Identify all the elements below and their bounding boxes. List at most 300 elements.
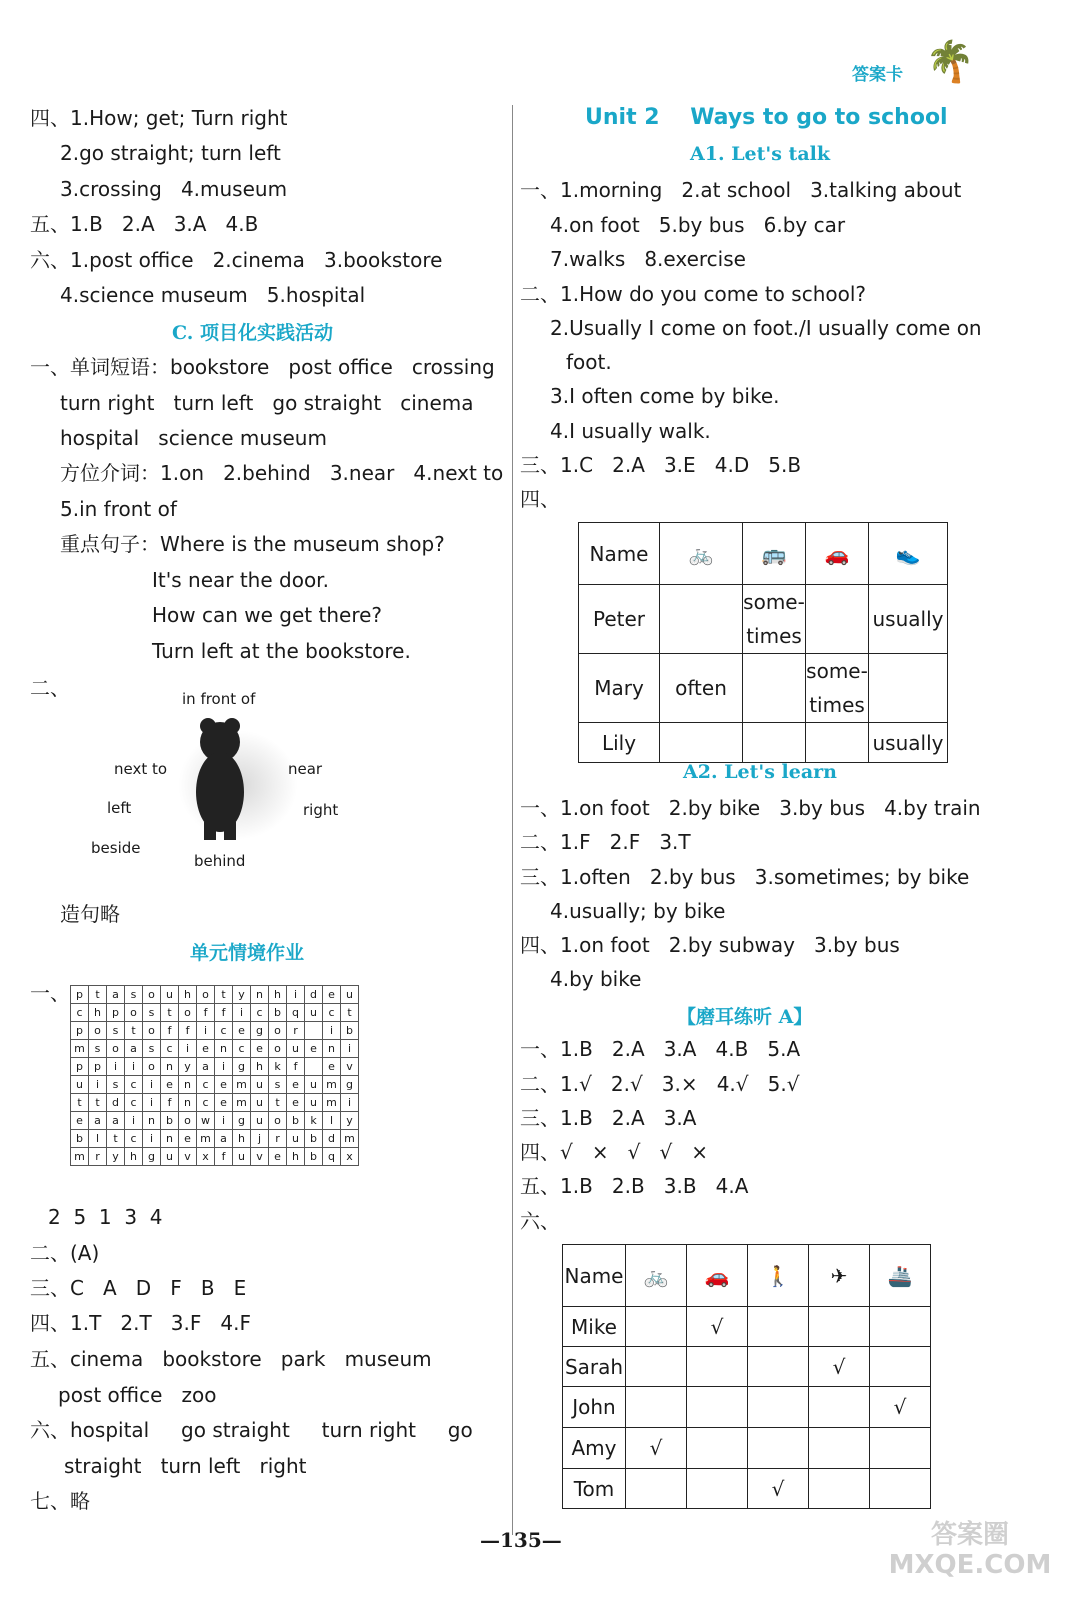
table-cell <box>626 1387 687 1428</box>
grid-cell: u <box>161 986 179 1004</box>
table-cell <box>869 654 948 723</box>
table-cell <box>660 585 743 654</box>
grid-cell: u <box>251 1076 269 1094</box>
table-cell: Tom <box>563 1469 626 1509</box>
table-cell <box>809 1387 870 1428</box>
answer-line: 重点句子：Where is the museum shop? <box>60 532 445 556</box>
table-cell <box>748 1387 809 1428</box>
table-cell <box>870 1307 931 1347</box>
answer-line: 一、单词短语：bookstore post office crossing <box>30 355 495 379</box>
grid-cell: e <box>251 1040 269 1058</box>
grid-cell <box>305 1058 323 1076</box>
answer-line: straight turn left right <box>64 1454 307 1478</box>
answer-line: 六、 <box>520 1209 560 1233</box>
grid-cell: f <box>287 1058 305 1076</box>
table-cell <box>626 1307 687 1347</box>
grid-cell: e <box>323 1058 341 1076</box>
grid-cell: g <box>341 1076 359 1094</box>
grid-cell: h <box>287 1148 305 1166</box>
grid-cell: t <box>89 1094 107 1112</box>
table-row <box>563 1347 931 1387</box>
grid-cell: s <box>143 1004 161 1022</box>
grid-cell: n <box>179 1094 197 1112</box>
table-cell <box>687 1347 748 1387</box>
grid-cell: o <box>143 1022 161 1040</box>
grid-cell <box>305 1022 323 1040</box>
palm-tree-icon: 🌴 <box>925 39 975 85</box>
walk-icon: 🚶 <box>748 1245 809 1307</box>
section-heading: C. 项目化实践活动 <box>172 322 334 344</box>
table-cell: Amy <box>563 1428 626 1469</box>
table-cell <box>870 1428 931 1469</box>
grid-cell: c <box>197 1076 215 1094</box>
grid-cell: o <box>269 1040 287 1058</box>
grid-cell: d <box>323 1130 341 1148</box>
label-behind: behind <box>194 852 246 870</box>
grid-cell: n <box>251 986 269 1004</box>
answer-line: 3.I often come by bike. <box>550 384 780 408</box>
grid-cell: e <box>233 1022 251 1040</box>
grid-cell: s <box>125 986 143 1004</box>
table-cell: Sarah <box>563 1347 626 1387</box>
table-cell <box>870 1469 931 1509</box>
grid-row <box>71 1094 359 1112</box>
table-cell: Peter <box>579 585 660 654</box>
answer-line: 4.by bike <box>550 967 642 991</box>
grid-cell: a <box>197 1058 215 1076</box>
grid-cell: t <box>269 1094 287 1112</box>
answer-line: It's near the door. <box>152 568 329 592</box>
answer-line: 2 5 1 3 4 <box>48 1205 163 1229</box>
grid-row <box>71 1004 359 1022</box>
grid-cell: x <box>341 1148 359 1166</box>
grid-cell: u <box>71 1076 89 1094</box>
grid-cell: c <box>125 1130 143 1148</box>
grid-row <box>71 1112 359 1130</box>
grid-cell: v <box>251 1148 269 1166</box>
grid-cell: b <box>287 1112 305 1130</box>
plane-icon: ✈ <box>809 1245 870 1307</box>
grid-cell: f <box>215 1148 233 1166</box>
grid-cell: c <box>233 1040 251 1058</box>
section-heading: 单元情境作业 <box>190 942 305 964</box>
answer-line: 二、1.How do you come to school? <box>520 282 867 306</box>
table-cell <box>748 1307 809 1347</box>
table-cell <box>687 1387 748 1428</box>
grid-cell: f <box>179 1022 197 1040</box>
table-cell <box>870 1347 931 1387</box>
grid-cell: n <box>179 1076 197 1094</box>
grid-cell: h <box>125 1148 143 1166</box>
answer-line: 四、1.How; get; Turn right <box>30 106 288 130</box>
grid-cell: b <box>161 1112 179 1130</box>
label-beside: beside <box>91 839 141 857</box>
ship-icon: 🚢 <box>870 1245 931 1307</box>
grid-cell: o <box>179 1004 197 1022</box>
table-cell <box>626 1347 687 1387</box>
grid-cell: t <box>71 1094 89 1112</box>
table-cell: √ <box>809 1347 870 1387</box>
table-cell <box>687 1428 748 1469</box>
grid-cell: m <box>233 1076 251 1094</box>
table-cell <box>748 1347 809 1387</box>
grid-row <box>71 1022 359 1040</box>
grid-cell: f <box>197 1004 215 1022</box>
grid-cell: m <box>197 1130 215 1148</box>
grid-cell: g <box>233 1058 251 1076</box>
answer-line: 2.go straight; turn left <box>60 141 281 165</box>
table-header-name: Name <box>579 523 660 585</box>
answer-line: 4.usually; by bike <box>550 899 726 923</box>
table-cell: usually <box>869 585 948 654</box>
grid-cell: e <box>71 1112 89 1130</box>
grid-cell: e <box>197 1040 215 1058</box>
table-cell: √ <box>626 1428 687 1469</box>
grid-row <box>71 1040 359 1058</box>
label-near: near <box>288 760 323 778</box>
answer-line: 二、1.F 2.F 3.T <box>520 830 691 854</box>
answer-line: 二、1.√ 2.√ 3.× 4.√ 5.√ <box>520 1072 800 1096</box>
answer-line: 四、 <box>520 487 560 511</box>
grid-cell: d <box>305 986 323 1004</box>
shoes-icon: 👟 <box>869 523 948 585</box>
grid-cell: c <box>251 1004 269 1022</box>
grid-cell: o <box>107 1040 125 1058</box>
grid-cell: c <box>71 1004 89 1022</box>
grid-cell: s <box>107 1076 125 1094</box>
answer-line: 4.science museum 5.hospital <box>60 283 366 307</box>
table-cell: √ <box>748 1469 809 1509</box>
grid-cell: c <box>197 1094 215 1112</box>
table-cell: some- times <box>806 654 869 723</box>
grid-cell: n <box>161 1130 179 1148</box>
grid-cell: h <box>89 1004 107 1022</box>
grid-cell: n <box>215 1040 233 1058</box>
grid-cell: i <box>215 1112 233 1130</box>
grid-cell: i <box>179 1040 197 1058</box>
section-heading: A2. Let's learn <box>683 761 837 783</box>
answer-line: 方位介词：1.on 2.behind 3.near 4.next to <box>60 461 504 485</box>
grid-cell: k <box>305 1112 323 1130</box>
answer-line: 三、1.B 2.A 3.A <box>520 1106 697 1130</box>
grid-cell: y <box>179 1058 197 1076</box>
answer-line: foot. <box>566 350 612 374</box>
table-cell: some- times <box>743 585 806 654</box>
grid-cell: w <box>197 1112 215 1130</box>
answer-line: 五、cinema bookstore park museum <box>30 1347 432 1371</box>
grid-cell: u <box>287 1040 305 1058</box>
grid-cell: e <box>179 1130 197 1148</box>
grid-cell: b <box>305 1130 323 1148</box>
grid-cell: h <box>251 1058 269 1076</box>
grid-cell: n <box>143 1112 161 1130</box>
grid-cell: i <box>197 1022 215 1040</box>
answer-line: hospital science museum <box>60 426 327 450</box>
grid-cell: d <box>107 1094 125 1112</box>
grid-cell: t <box>161 1004 179 1022</box>
grid-cell: p <box>89 1058 107 1076</box>
answer-line: 五、1.B 2.B 3.B 4.A <box>520 1174 749 1198</box>
grid-cell: t <box>341 1004 359 1022</box>
grid-cell: o <box>143 1058 161 1076</box>
answer-line: 4.on foot 5.by bus 6.by car <box>550 213 846 237</box>
grid-cell: m <box>71 1040 89 1058</box>
grid-cell: y <box>341 1112 359 1130</box>
table-cell <box>743 654 806 723</box>
grid-cell: u <box>161 1148 179 1166</box>
grid-cell: c <box>125 1094 143 1112</box>
table-row <box>563 1469 931 1509</box>
answer-line: post office zoo <box>58 1383 217 1407</box>
grid-cell: a <box>125 1040 143 1058</box>
grid-cell: i <box>323 1022 341 1040</box>
bear-icon <box>190 712 250 842</box>
grid-cell: u <box>341 986 359 1004</box>
grid-row <box>71 1058 359 1076</box>
table-row <box>563 1307 931 1347</box>
grid-cell: f <box>161 1022 179 1040</box>
grid-cell: u <box>251 1094 269 1112</box>
grid-cell: m <box>71 1148 89 1166</box>
label-right: right <box>303 801 339 819</box>
grid-cell: e <box>287 1094 305 1112</box>
answer-line: 一、1.on foot 2.by bike 3.by bus 4.by train <box>520 796 981 820</box>
answer-line: 4.I usually walk. <box>550 419 711 443</box>
table-row <box>579 585 948 654</box>
grid-cell: u <box>305 1076 323 1094</box>
grid-cell: i <box>125 1112 143 1130</box>
grid-cell: a <box>89 1112 107 1130</box>
grid-cell: g <box>251 1022 269 1040</box>
table-cell: √ <box>687 1307 748 1347</box>
table-cell: √ <box>870 1387 931 1428</box>
grid-cell: e <box>305 1040 323 1058</box>
grid-cell: i <box>143 1130 161 1148</box>
grid-cell: x <box>197 1148 215 1166</box>
grid-cell: i <box>125 1058 143 1076</box>
grid-cell: p <box>107 1004 125 1022</box>
grid-cell: i <box>341 1040 359 1058</box>
grid-cell: m <box>323 1076 341 1094</box>
answer-line: 六、hospital go straight turn right go <box>30 1418 473 1442</box>
grid-cell: q <box>287 1004 305 1022</box>
grid-cell: p <box>71 986 89 1004</box>
brand-label: 答案卡 <box>852 65 903 85</box>
table-cell <box>626 1469 687 1509</box>
grid-cell: t <box>107 1130 125 1148</box>
column-divider <box>512 105 513 1535</box>
grid-cell: g <box>233 1112 251 1130</box>
grid-cell: e <box>287 1076 305 1094</box>
answer-line: 三、1.C 2.A 3.E 4.D 5.B <box>520 453 802 477</box>
table-header-name: Name <box>563 1245 626 1307</box>
car-icon: 🚗 <box>806 523 869 585</box>
table-cell <box>748 1428 809 1469</box>
grid-cell: l <box>89 1130 107 1148</box>
grid-cell: s <box>143 1040 161 1058</box>
table-cell <box>809 1307 870 1347</box>
table-cell: Lily <box>579 723 660 763</box>
answer-line: turn right turn left go straight cinema <box>60 391 474 415</box>
answer-line: 7.walks 8.exercise <box>550 247 746 271</box>
grid-cell: m <box>233 1094 251 1112</box>
grid-cell: o <box>269 1022 287 1040</box>
grid-cell: t <box>215 986 233 1004</box>
grid-cell: r <box>287 1022 305 1040</box>
answer-line: 三、1.often 2.by bus 3.sometimes; by bike <box>520 865 970 889</box>
grid-cell: m <box>323 1094 341 1112</box>
grid-cell: r <box>89 1148 107 1166</box>
grid-cell: i <box>143 1094 161 1112</box>
section-heading: 【磨耳练听 A】 <box>677 1006 813 1028</box>
grid-cell: p <box>71 1022 89 1040</box>
grid-cell: f <box>161 1094 179 1112</box>
answer-line: 四、1.on foot 2.by subway 3.by bus <box>520 933 900 957</box>
grid-cell: e <box>323 986 341 1004</box>
grid-cell: s <box>107 1022 125 1040</box>
word-search-grid <box>70 985 359 1166</box>
table-row <box>579 654 948 723</box>
grid-cell: t <box>125 1022 143 1040</box>
grid-cell: i <box>89 1076 107 1094</box>
grid-cell: a <box>107 986 125 1004</box>
grid-cell: t <box>89 986 107 1004</box>
transport-table-1 <box>578 522 948 763</box>
grid-cell: b <box>341 1022 359 1040</box>
grid-cell: l <box>323 1112 341 1130</box>
grid-cell: q <box>323 1148 341 1166</box>
grid-row <box>71 1148 359 1166</box>
grid-cell: g <box>143 1148 161 1166</box>
table-cell: usually <box>869 723 948 763</box>
grid-cell: o <box>89 1022 107 1040</box>
table-cell: often <box>660 654 743 723</box>
answer-line: 3.crossing 4.museum <box>60 177 288 201</box>
answer-line: 六、1.post office 2.cinema 3.bookstore <box>30 248 443 272</box>
grid-cell: u <box>233 1148 251 1166</box>
answer-line: 二、(A) <box>30 1241 100 1265</box>
grid-cell: y <box>107 1148 125 1166</box>
answer-line: 七、略 <box>30 1489 90 1513</box>
table-cell: Mary <box>579 654 660 723</box>
grid-cell: b <box>71 1130 89 1148</box>
answer-line: 四、1.T 2.T 3.F 4.F <box>30 1311 251 1335</box>
grid-cell: h <box>179 986 197 1004</box>
grid-cell: b <box>269 1004 287 1022</box>
grid-cell: o <box>143 986 161 1004</box>
grid-cell: c <box>215 1022 233 1040</box>
grid-cell: c <box>125 1076 143 1094</box>
grid-cell: v <box>341 1058 359 1076</box>
answer-line: 四、√ × √ √ × <box>520 1140 709 1164</box>
grid-row <box>71 986 359 1004</box>
answer-line: 造句略 <box>60 902 120 926</box>
answer-line: 五、1.B 2.A 3.A 4.B <box>30 212 259 236</box>
table-cell <box>743 723 806 763</box>
grid-cell: o <box>197 986 215 1004</box>
answer-line: 一、1.morning 2.at school 3.talking about <box>520 178 962 202</box>
grid-cell: p <box>71 1058 89 1076</box>
grid-cell: e <box>269 1148 287 1166</box>
table-row <box>563 1428 931 1469</box>
table-cell <box>806 585 869 654</box>
grid-cell: a <box>107 1112 125 1130</box>
grid-cell: y <box>233 986 251 1004</box>
grid-cell: s <box>89 1040 107 1058</box>
grid-cell: u <box>251 1112 269 1130</box>
grid-cell: e <box>215 1094 233 1112</box>
grid-cell: u <box>305 1094 323 1112</box>
grid-cell: f <box>215 1004 233 1022</box>
grid-cell: h <box>269 986 287 1004</box>
section-heading: A1. Let's talk <box>690 143 831 165</box>
table-cell <box>809 1428 870 1469</box>
grid-cell: m <box>341 1130 359 1148</box>
grid-cell: b <box>305 1148 323 1166</box>
grid-cell: n <box>323 1040 341 1058</box>
grid-cell: i <box>107 1058 125 1076</box>
grid-cell: n <box>161 1058 179 1076</box>
transport-table-2 <box>562 1244 931 1509</box>
table-cell: John <box>563 1387 626 1428</box>
answer-line: Turn left at the bookstore. <box>152 639 411 663</box>
grid-cell: a <box>215 1130 233 1148</box>
grid-cell: e <box>161 1076 179 1094</box>
label-left: left <box>107 799 132 817</box>
answer-line: 二、 <box>30 676 70 700</box>
watermark: 答案圈 MXQE.COM <box>888 1520 1052 1580</box>
bike-icon: 🚲 <box>626 1245 687 1307</box>
label-next-to: next to <box>114 760 168 778</box>
label-in-front-of: in front of <box>182 690 256 708</box>
grid-cell: i <box>233 1004 251 1022</box>
table-row <box>563 1387 931 1428</box>
grid-cell: o <box>179 1112 197 1130</box>
grid-cell: c <box>323 1004 341 1022</box>
answer-line: How can we get there? <box>152 603 383 627</box>
grid-cell: o <box>269 1112 287 1130</box>
grid-cell: i <box>341 1094 359 1112</box>
page-number: —135— <box>480 1528 562 1552</box>
unit-title: Unit 2 Ways to go to school <box>585 105 948 130</box>
table-cell <box>687 1469 748 1509</box>
grid-cell: k <box>269 1058 287 1076</box>
car-icon: 🚗 <box>687 1245 748 1307</box>
answer-line: 三、C A D F B E <box>30 1276 247 1300</box>
answer-line: 2.Usually I come on foot./I usually come on <box>550 316 982 340</box>
table-cell: Mike <box>563 1307 626 1347</box>
grid-cell: j <box>251 1130 269 1148</box>
answer-line: 一、 <box>30 981 70 1005</box>
table-cell <box>660 723 743 763</box>
grid-cell: i <box>215 1058 233 1076</box>
answer-line: 一、1.B 2.A 3.A 4.B 5.A <box>520 1037 801 1061</box>
table-row <box>579 723 948 763</box>
grid-cell: u <box>287 1130 305 1148</box>
grid-cell: h <box>233 1130 251 1148</box>
grid-cell: r <box>269 1130 287 1148</box>
table-cell <box>809 1469 870 1509</box>
grid-cell: i <box>287 986 305 1004</box>
grid-cell: c <box>161 1040 179 1058</box>
table-cell <box>806 723 869 763</box>
grid-cell: u <box>305 1004 323 1022</box>
grid-row <box>71 1076 359 1094</box>
grid-cell: v <box>179 1148 197 1166</box>
answer-line: 5.in front of <box>60 497 177 521</box>
grid-cell: e <box>215 1076 233 1094</box>
grid-cell: i <box>143 1076 161 1094</box>
